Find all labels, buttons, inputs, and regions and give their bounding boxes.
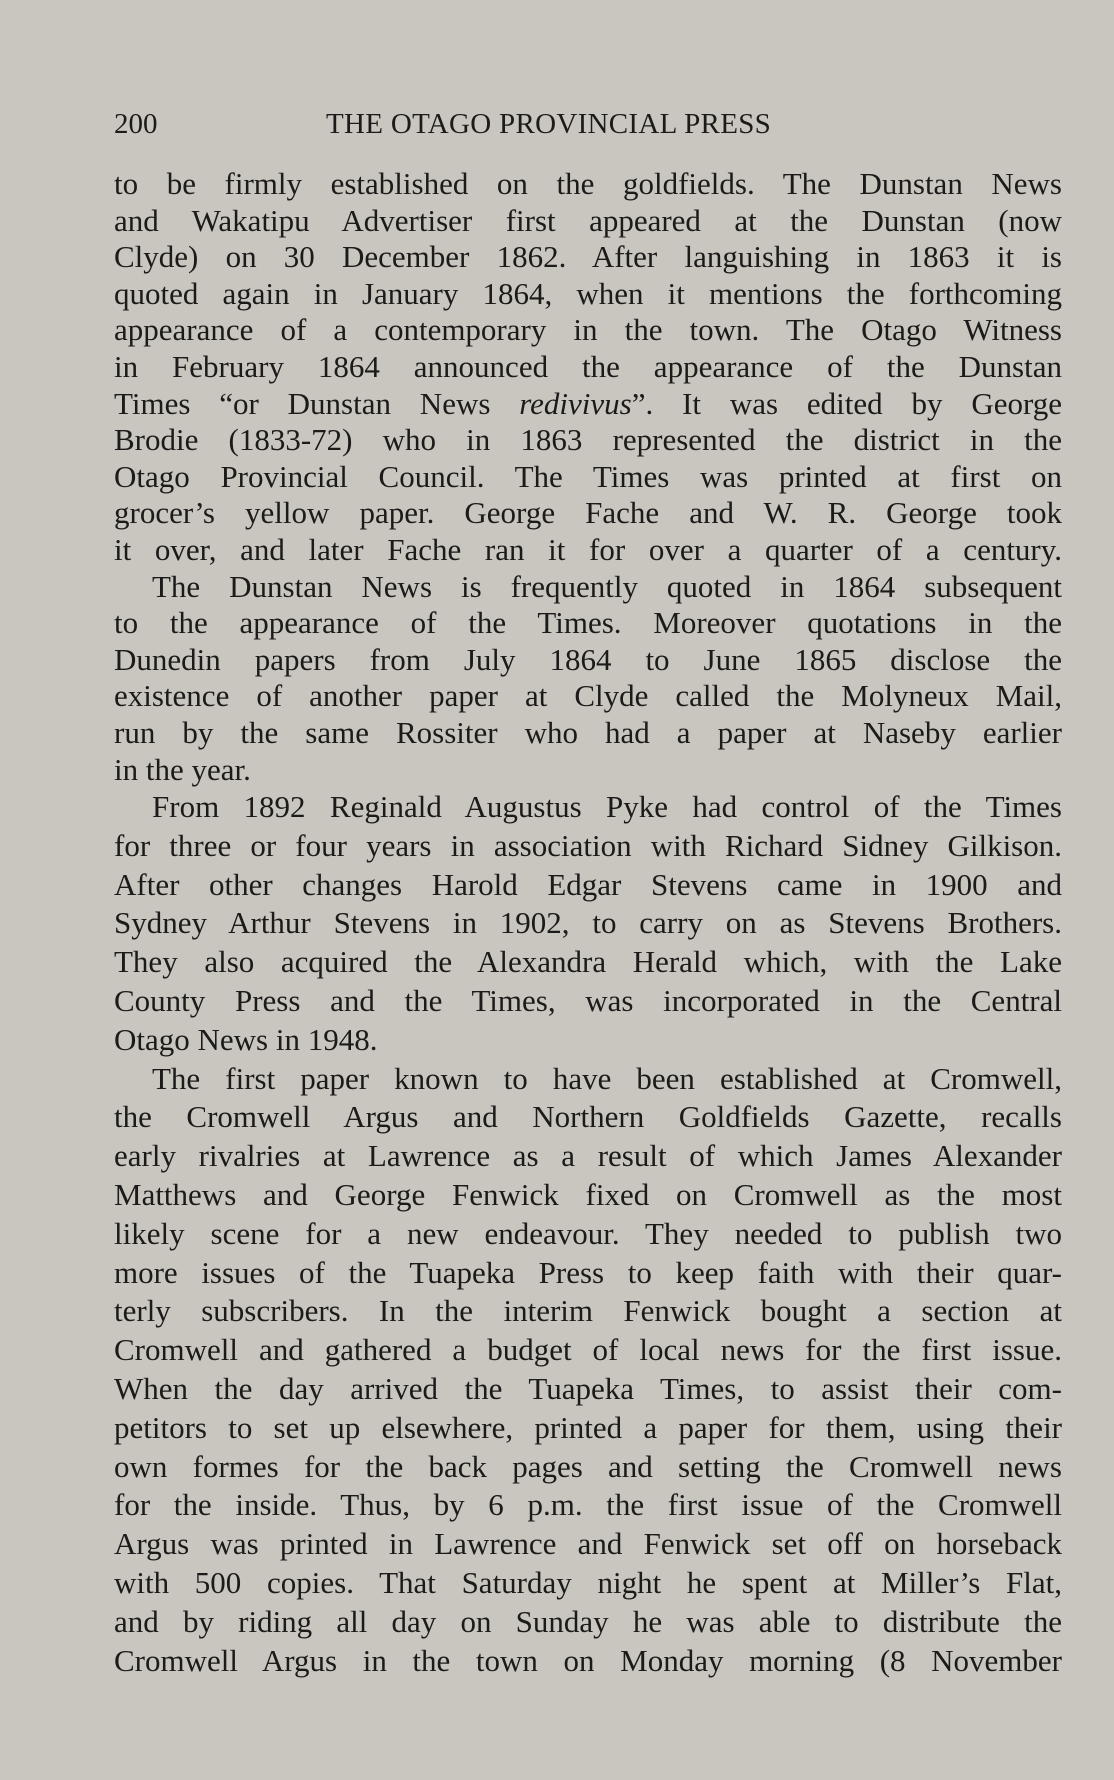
text-line: Otago Provincial Council. The Times was printed at first on (114, 458, 1062, 494)
text-line: Clyde) on 30 December 1862. After languishing in 1863 it is (114, 239, 1062, 275)
page-number: 200 (114, 108, 158, 140)
text-line: in February 1864 announced the appearance of the Dunstan (114, 348, 1062, 384)
running-head (114, 104, 1060, 144)
text-line: run by the same Rossiter who had a paper at Naseby earlier (114, 714, 1062, 750)
text-fragment: Times “or Dunstan News (114, 385, 520, 421)
text-line: grocer’s yellow paper. George Fache and W. R. George took (114, 495, 1062, 531)
text-line: They also acquired the Alexandra Herald which, with the Lake (114, 944, 1062, 980)
text-line: petitors to set up elsewhere, printed a paper for them, using their (114, 1409, 1062, 1445)
italic-word: redivivus (519, 385, 632, 421)
paragraph (114, 569, 1062, 789)
text-line: Otago News in 1948. (114, 1021, 378, 1057)
text-fragment: ”. It was edited by George (631, 385, 1062, 421)
running-title: THE OTAGO PROVINCIAL PRESS (326, 108, 772, 140)
text-line: in the year. (114, 751, 251, 787)
text-line: it over, and later Fache ran it for over a quarter of a century. (114, 531, 1062, 567)
paragraph (114, 166, 1062, 569)
text-line: After other changes Harold Edgar Stevens came in 1900 and (114, 866, 1062, 902)
paragraph (114, 1060, 1062, 1681)
text-line: Cromwell and gathered a budget of local news for the first issue. (114, 1332, 1062, 1368)
text-line: and Wakatipu Advertiser first appeared at the Dunstan (now (114, 202, 1062, 238)
text-line: own formes for the back pages and setting the Cromwell news (114, 1448, 1062, 1484)
text-line: early rivalries at Lawrence as a result of which James Alexander (114, 1138, 1062, 1174)
text-line: County Press and the Times, was incorporated in the Central (114, 983, 1062, 1019)
text-line: Argus was printed in Lawrence and Fenwick set off on horseback (114, 1526, 1062, 1562)
text-line: to be firmly established on the goldfields. The Dunstan News (114, 166, 1062, 201)
text-line: Dunedin papers from July 1864 to June 1865 disclose the (114, 641, 1062, 677)
text-line: terly subscribers. In the interim Fenwick bought a section at (114, 1293, 1062, 1329)
text-line: with 500 copies. That Saturday night he spent at Miller’s Flat, (114, 1565, 1062, 1601)
text-line: the Cromwell Argus and Northern Goldfields Gazette, recalls (114, 1099, 1062, 1135)
text-line-with-italic (114, 386, 1062, 423)
text-line: quoted again in January 1864, when it mentions the forthcoming (114, 275, 1062, 311)
text-line: When the day arrived the Tuapeka Times, to assist their com- (114, 1371, 1062, 1407)
paragraph (114, 788, 1062, 1060)
text-line: likely scene for a new endeavour. They needed to publish two (114, 1215, 1062, 1251)
text-line: Matthews and George Fenwick fixed on Cromwell as the most (114, 1177, 1062, 1213)
text-line: The first paper known to have been established at Cromwell, (152, 1060, 1062, 1096)
text-line: and by riding all day on Sunday he was able to distribute the (114, 1603, 1062, 1639)
text-line: to the appearance of the Times. Moreover quotations in the (114, 605, 1062, 641)
text-line: for three or four years in association with Richard Sidney Gilkison. (114, 827, 1062, 863)
text-line: Sydney Arthur Stevens in 1902, to carry on as Stevens Brothers. (114, 905, 1062, 941)
text-line: appearance of a contemporary in the town. The Otago Witness (114, 312, 1062, 348)
text-line: The Dunstan News is frequently quoted in 1864 subsequent (152, 568, 1062, 604)
text-line: more issues of the Tuapeka Press to keep faith with their quar- (114, 1254, 1062, 1290)
text-line: Brodie (1833-72) who in 1863 represented the district in the (114, 422, 1062, 458)
text-line: for the inside. Thus, by 6 p.m. the first issue of the Cromwell (114, 1487, 1062, 1523)
text-line: existence of another paper at Clyde called the Molyneux Mail, (114, 678, 1062, 714)
text-line: Cromwell Argus in the town on Monday morning (8 November (114, 1642, 1062, 1678)
text-line: From 1892 Reginald Augustus Pyke had control of the Times (152, 789, 1062, 825)
body-text (114, 166, 1062, 1680)
